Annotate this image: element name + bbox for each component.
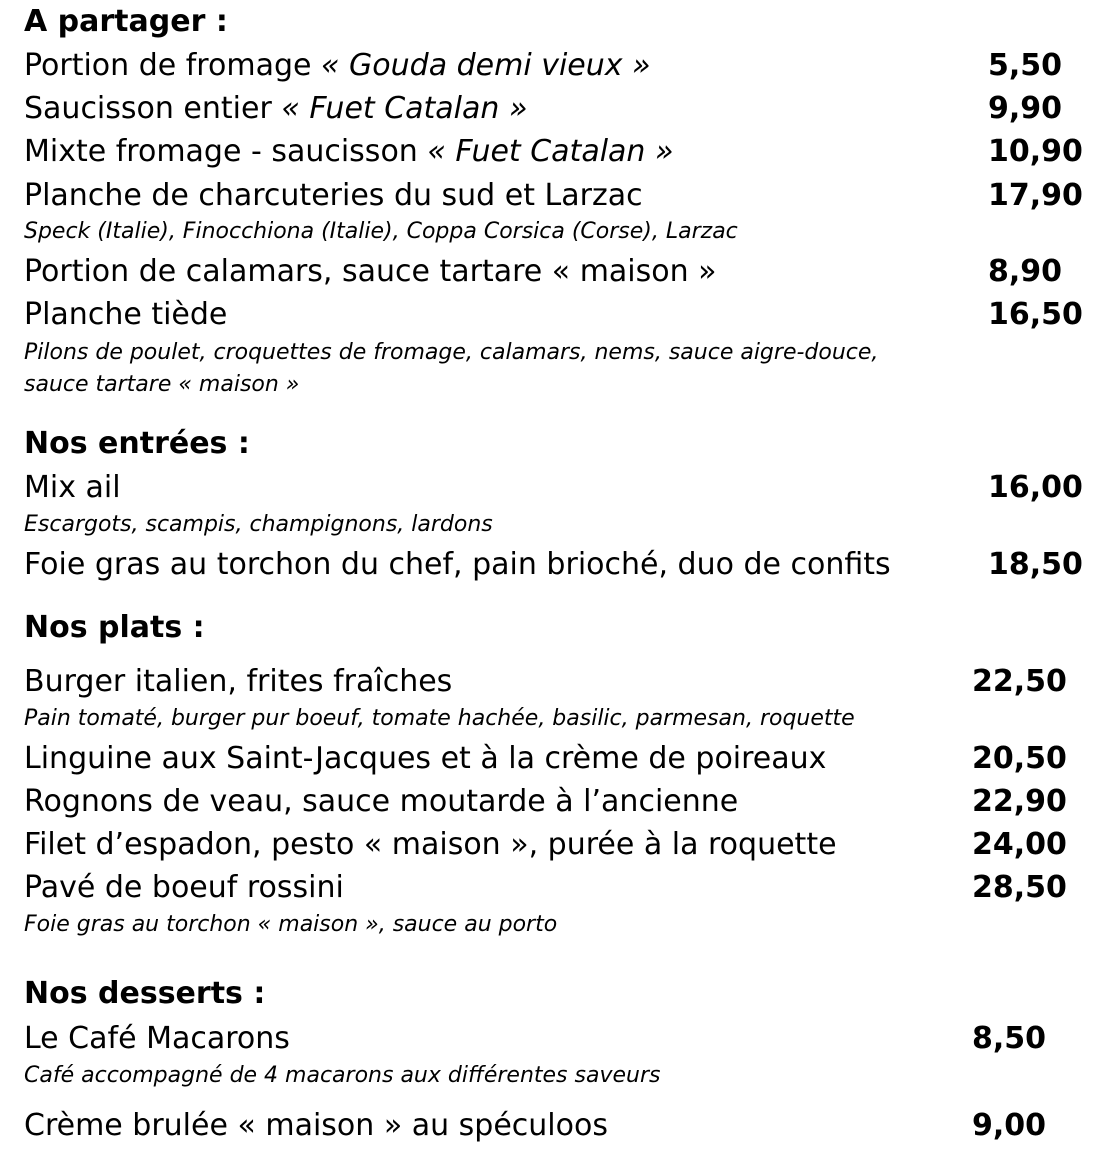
menu-item-name bbox=[24, 134, 673, 170]
item-name-italic: « Fuet Catalan » bbox=[281, 91, 528, 126]
section-heading-a-partager: A partager : bbox=[24, 4, 228, 39]
menu-item-name: Planche tiède bbox=[24, 297, 228, 332]
section-heading-nos-desserts: Nos desserts : bbox=[24, 976, 266, 1011]
menu-item-description: Foie gras au torchon « maison », sauce au porto bbox=[24, 912, 558, 937]
menu-item-price: 17,90 bbox=[988, 178, 1083, 213]
section-heading-nos-plats: Nos plats : bbox=[24, 610, 205, 645]
menu-item-name: Linguine aux Saint-Jacques et à la crème de poireaux bbox=[24, 741, 827, 776]
section-heading-nos-entrees: Nos entrées : bbox=[24, 426, 250, 461]
menu-item-name: Crème brulée « maison » au spéculoos bbox=[24, 1108, 608, 1143]
menu-item-price: 22,50 bbox=[972, 664, 1067, 699]
item-name-text: Mixte fromage - saucisson bbox=[24, 134, 428, 169]
menu-item-price: 20,50 bbox=[972, 741, 1067, 776]
menu-item-description: Pain tomaté, burger pur boeuf, tomate hachée, basilic, parmesan, roquette bbox=[24, 706, 855, 731]
item-name-italic: « Fuet Catalan » bbox=[427, 134, 674, 169]
menu-item-name: Filet d’espadon, pesto « maison », purée à la roquette bbox=[24, 827, 837, 862]
menu-item-description: Pilons de poulet, croquettes de fromage, calamars, nems, sauce aigre-douce, bbox=[24, 340, 879, 365]
menu-item-price: 10,90 bbox=[988, 134, 1083, 169]
menu-item-name: Le Café Macarons bbox=[24, 1021, 290, 1056]
item-name-text: Saucisson entier bbox=[24, 91, 282, 126]
menu-item-price: 22,90 bbox=[972, 784, 1067, 819]
menu-item-price: 16,00 bbox=[988, 470, 1083, 505]
menu-item-description: Escargots, scampis, champignons, lardons bbox=[24, 512, 493, 537]
menu-item-price: 16,50 bbox=[988, 297, 1083, 332]
item-name-text: Portion de fromage bbox=[24, 48, 321, 83]
menu-item-description: Café accompagné de 4 macarons aux différentes saveurs bbox=[24, 1063, 661, 1088]
menu-item-price: 8,90 bbox=[988, 254, 1063, 289]
menu-item-name bbox=[24, 91, 527, 127]
menu-item-name: Pavé de boeuf rossini bbox=[24, 870, 344, 905]
menu-item-description: sauce tartare « maison » bbox=[24, 372, 300, 397]
menu-item-price: 9,00 bbox=[972, 1108, 1047, 1143]
menu-item-name: Mix ail bbox=[24, 470, 121, 505]
menu-item-price: 24,00 bbox=[972, 827, 1067, 862]
menu-item-name: Foie gras au torchon du chef, pain brioché, duo de confits bbox=[24, 547, 891, 582]
menu-item-name bbox=[24, 48, 651, 84]
menu-item-price: 18,50 bbox=[988, 547, 1083, 582]
menu-item-name: Burger italien, frites fraîches bbox=[24, 664, 453, 699]
menu-item-price: 28,50 bbox=[972, 870, 1067, 905]
menu-item-price: 5,50 bbox=[988, 48, 1063, 83]
menu-item-description: Speck (Italie), Finocchiona (Italie), Coppa Corsica (Corse), Larzac bbox=[24, 219, 738, 244]
menu-item-price: 8,50 bbox=[972, 1021, 1047, 1056]
item-name-italic: « Gouda demi vieux » bbox=[320, 48, 651, 83]
menu-item-name: Planche de charcuteries du sud et Larzac bbox=[24, 178, 643, 213]
menu-item-name: Rognons de veau, sauce moutarde à l’ancienne bbox=[24, 784, 739, 819]
menu-item-price: 9,90 bbox=[988, 91, 1063, 126]
menu-item-name: Portion de calamars, sauce tartare « maison » bbox=[24, 254, 717, 289]
